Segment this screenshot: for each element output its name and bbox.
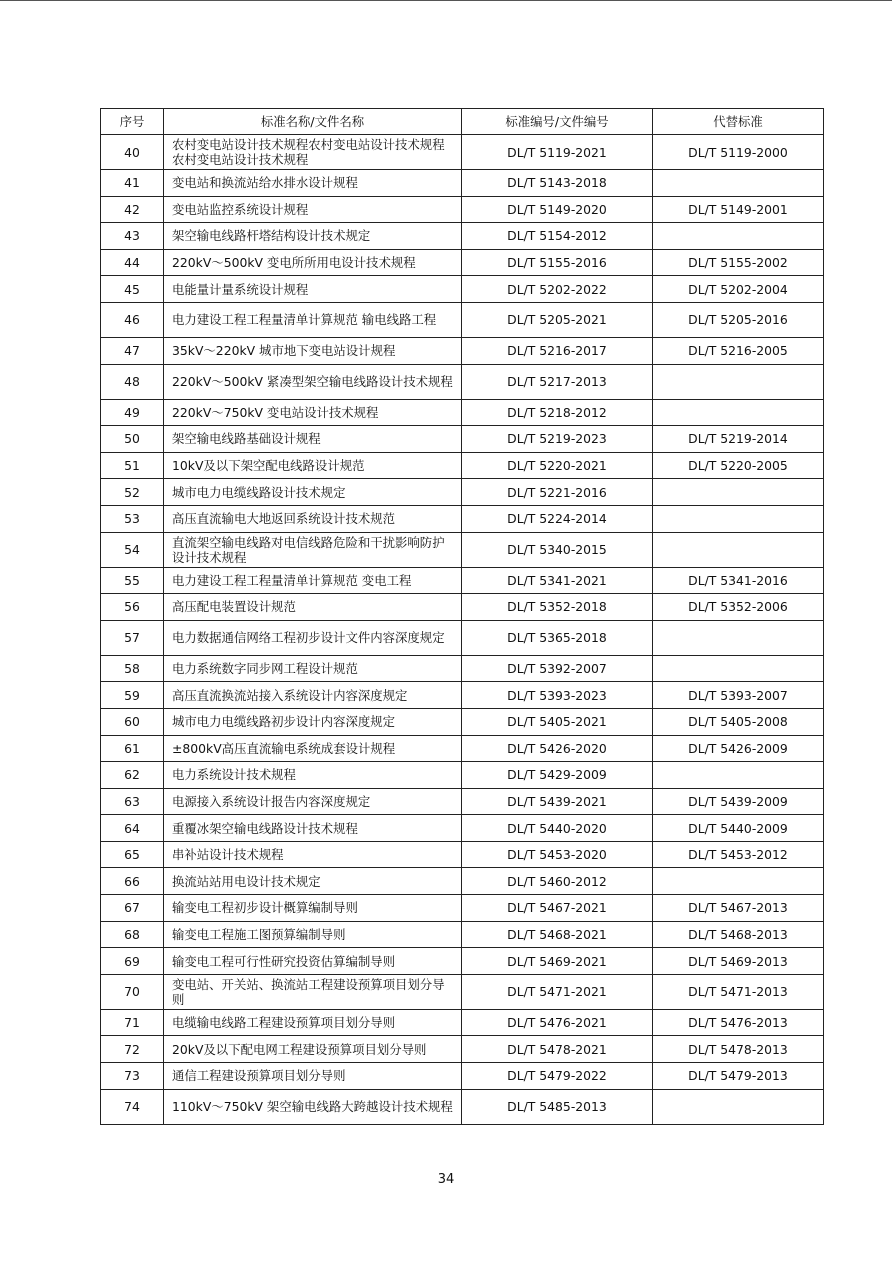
row-replaced-standard (653, 655, 824, 682)
row-serial-number: 71 (101, 1009, 164, 1036)
row-serial-number: 59 (101, 682, 164, 709)
table-row (101, 868, 824, 895)
header-serial-number: 序号 (101, 109, 164, 135)
header-standard-code: 标准编号/文件编号 (462, 109, 653, 135)
row-standard-code: DL/T 5405-2021 (462, 708, 653, 735)
table-row (101, 452, 824, 479)
row-replaced-standard: DL/T 5469-2013 (653, 948, 824, 975)
row-serial-number: 69 (101, 948, 164, 975)
row-standard-name: 串补站设计技术规程 (164, 841, 462, 868)
row-replaced-standard: DL/T 5352-2006 (653, 594, 824, 621)
table-row (101, 170, 824, 197)
row-replaced-standard (653, 170, 824, 197)
row-serial-number: 74 (101, 1089, 164, 1124)
table-row (101, 1036, 824, 1063)
row-standard-name: 电源接入系统设计报告内容深度规定 (164, 788, 462, 815)
table-row (101, 399, 824, 426)
table-row (101, 921, 824, 948)
row-standard-code: DL/T 5155-2016 (462, 249, 653, 276)
table-row (101, 532, 824, 567)
table-row (101, 364, 824, 399)
row-standard-name: 220kV～500kV 紧凑型架空输电线路设计技术规程 (164, 364, 462, 399)
row-replaced-standard: DL/T 5468-2013 (653, 921, 824, 948)
table-row (101, 815, 824, 842)
row-serial-number: 50 (101, 426, 164, 453)
row-serial-number: 54 (101, 532, 164, 567)
standards-table (100, 108, 824, 1125)
table-row (101, 426, 824, 453)
row-serial-number: 51 (101, 452, 164, 479)
row-standard-code: DL/T 5221-2016 (462, 479, 653, 506)
row-serial-number: 68 (101, 921, 164, 948)
row-standard-code: DL/T 5340-2015 (462, 532, 653, 567)
row-standard-name: 变电站、开关站、换流站工程建设预算项目划分导则 (164, 974, 462, 1009)
row-serial-number: 57 (101, 620, 164, 655)
row-standard-name: 电力系统设计技术规程 (164, 762, 462, 789)
table-header-row (101, 109, 824, 135)
row-replaced-standard (653, 479, 824, 506)
row-serial-number: 45 (101, 276, 164, 303)
table-row (101, 620, 824, 655)
row-serial-number: 70 (101, 974, 164, 1009)
row-replaced-standard: DL/T 5426-2009 (653, 735, 824, 762)
row-replaced-standard: DL/T 5155-2002 (653, 249, 824, 276)
row-standard-code: DL/T 5220-2021 (462, 452, 653, 479)
table-row (101, 567, 824, 594)
table-row (101, 1089, 824, 1124)
row-replaced-standard (653, 532, 824, 567)
row-replaced-standard (653, 223, 824, 250)
row-replaced-standard: DL/T 5478-2013 (653, 1036, 824, 1063)
table-row (101, 682, 824, 709)
row-replaced-standard: DL/T 5119-2000 (653, 135, 824, 170)
row-standard-name: 变电站和换流站给水排水设计规程 (164, 170, 462, 197)
row-serial-number: 47 (101, 337, 164, 364)
table-row (101, 276, 824, 303)
row-serial-number: 63 (101, 788, 164, 815)
row-standard-name: 输变电工程施工图预算编制导则 (164, 921, 462, 948)
row-replaced-standard (653, 505, 824, 532)
row-replaced-standard: DL/T 5453-2012 (653, 841, 824, 868)
row-serial-number: 43 (101, 223, 164, 250)
row-standard-name: 农村变电站设计技术规程农村变电站设计技术规程农村变电站设计技术规程 (164, 135, 462, 170)
table-row (101, 762, 824, 789)
row-standard-code: DL/T 5149-2020 (462, 196, 653, 223)
table-row (101, 974, 824, 1009)
row-replaced-standard: DL/T 5471-2013 (653, 974, 824, 1009)
row-replaced-standard: DL/T 5467-2013 (653, 895, 824, 922)
row-serial-number: 65 (101, 841, 164, 868)
row-serial-number: 41 (101, 170, 164, 197)
row-replaced-standard: DL/T 5149-2001 (653, 196, 824, 223)
row-serial-number: 67 (101, 895, 164, 922)
row-standard-name: 电力数据通信网络工程初步设计文件内容深度规定 (164, 620, 462, 655)
row-standard-code: DL/T 5218-2012 (462, 399, 653, 426)
row-standard-name: 高压配电装置设计规范 (164, 594, 462, 621)
table-row (101, 302, 824, 337)
table-row (101, 895, 824, 922)
row-standard-name: 电力系统数字同步网工程设计规范 (164, 655, 462, 682)
row-replaced-standard: DL/T 5479-2013 (653, 1063, 824, 1090)
row-standard-code: DL/T 5365-2018 (462, 620, 653, 655)
table-row (101, 841, 824, 868)
row-standard-name: 电力建设工程工程量清单计算规范 输电线路工程 (164, 302, 462, 337)
row-serial-number: 73 (101, 1063, 164, 1090)
table-row (101, 337, 824, 364)
row-replaced-standard: DL/T 5205-2016 (653, 302, 824, 337)
row-standard-code: DL/T 5202-2022 (462, 276, 653, 303)
row-standard-name: 变电站监控系统设计规程 (164, 196, 462, 223)
row-standard-name: 输变电工程初步设计概算编制导则 (164, 895, 462, 922)
row-standard-name: 高压直流输电大地返回系统设计技术规范 (164, 505, 462, 532)
row-replaced-standard: DL/T 5216-2005 (653, 337, 824, 364)
row-standard-code: DL/T 5119-2021 (462, 135, 653, 170)
row-standard-name: 架空输电线路基础设计规程 (164, 426, 462, 453)
row-replaced-standard (653, 1089, 824, 1124)
row-standard-name: 35kV～220kV 城市地下变电站设计规程 (164, 337, 462, 364)
table-row (101, 594, 824, 621)
table-row (101, 196, 824, 223)
row-replaced-standard (653, 620, 824, 655)
row-standard-name: 直流架空输电线路对电信线路危险和干扰影响防护设计技术规程 (164, 532, 462, 567)
row-standard-name: 高压直流换流站接入系统设计内容深度规定 (164, 682, 462, 709)
row-replaced-standard: DL/T 5440-2009 (653, 815, 824, 842)
table-row (101, 223, 824, 250)
row-serial-number: 60 (101, 708, 164, 735)
row-serial-number: 42 (101, 196, 164, 223)
row-standard-name: 10kV及以下架空配电线路设计规范 (164, 452, 462, 479)
row-serial-number: 52 (101, 479, 164, 506)
table-row (101, 249, 824, 276)
row-standard-name: 通信工程建设预算项目划分导则 (164, 1063, 462, 1090)
row-replaced-standard: DL/T 5220-2005 (653, 452, 824, 479)
row-standard-name: 重覆冰架空输电线路设计技术规程 (164, 815, 462, 842)
row-standard-code: DL/T 5393-2023 (462, 682, 653, 709)
table-row (101, 479, 824, 506)
table-row (101, 1063, 824, 1090)
row-standard-name: 110kV～750kV 架空输电线路大跨越设计技术规程 (164, 1089, 462, 1124)
row-serial-number: 66 (101, 868, 164, 895)
table-row (101, 735, 824, 762)
row-replaced-standard (653, 364, 824, 399)
row-standard-name: 换流站站用电设计技术规定 (164, 868, 462, 895)
row-serial-number: 61 (101, 735, 164, 762)
row-standard-name: 电能量计量系统设计规程 (164, 276, 462, 303)
table-body (101, 135, 824, 1125)
table-row (101, 135, 824, 170)
row-standard-code: DL/T 5440-2020 (462, 815, 653, 842)
row-standard-name: 城市电力电缆线路初步设计内容深度规定 (164, 708, 462, 735)
row-standard-name: 20kV及以下配电网工程建设预算项目划分导则 (164, 1036, 462, 1063)
row-standard-code: DL/T 5460-2012 (462, 868, 653, 895)
row-standard-code: DL/T 5392-2007 (462, 655, 653, 682)
row-serial-number: 55 (101, 567, 164, 594)
header-standard-name: 标准名称/文件名称 (164, 109, 462, 135)
row-standard-code: DL/T 5479-2022 (462, 1063, 653, 1090)
row-serial-number: 72 (101, 1036, 164, 1063)
row-serial-number: 44 (101, 249, 164, 276)
header-replaced-standard: 代替标准 (653, 109, 824, 135)
row-standard-name: 架空输电线路杆塔结构设计技术规定 (164, 223, 462, 250)
row-replaced-standard: DL/T 5341-2016 (653, 567, 824, 594)
row-replaced-standard (653, 399, 824, 426)
row-standard-code: DL/T 5469-2021 (462, 948, 653, 975)
row-replaced-standard: DL/T 5393-2007 (653, 682, 824, 709)
row-serial-number: 64 (101, 815, 164, 842)
row-standard-code: DL/T 5224-2014 (462, 505, 653, 532)
row-standard-code: DL/T 5216-2017 (462, 337, 653, 364)
row-standard-code: DL/T 5429-2009 (462, 762, 653, 789)
page-top-edge (0, 0, 892, 1)
row-standard-name: 220kV～500kV 变电所所用电设计技术规程 (164, 249, 462, 276)
page-number: 34 (437, 1172, 455, 1187)
table-row (101, 708, 824, 735)
row-standard-code: DL/T 5453-2020 (462, 841, 653, 868)
row-standard-code: DL/T 5143-2018 (462, 170, 653, 197)
row-standard-code: DL/T 5467-2021 (462, 895, 653, 922)
row-standard-code: DL/T 5352-2018 (462, 594, 653, 621)
row-replaced-standard: DL/T 5439-2009 (653, 788, 824, 815)
table-row (101, 505, 824, 532)
row-standard-code: DL/T 5476-2021 (462, 1009, 653, 1036)
row-standard-name: ±800kV高压直流输电系统成套设计规程 (164, 735, 462, 762)
row-standard-code: DL/T 5471-2021 (462, 974, 653, 1009)
row-standard-name: 电缆输电线路工程建设预算项目划分导则 (164, 1009, 462, 1036)
row-standard-code: DL/T 5468-2021 (462, 921, 653, 948)
row-standard-code: DL/T 5341-2021 (462, 567, 653, 594)
row-standard-code: DL/T 5485-2013 (462, 1089, 653, 1124)
row-replaced-standard: DL/T 5202-2004 (653, 276, 824, 303)
row-standard-name: 输变电工程可行性研究投资估算编制导则 (164, 948, 462, 975)
row-standard-code: DL/T 5478-2021 (462, 1036, 653, 1063)
row-standard-name: 电力建设工程工程量清单计算规范 变电工程 (164, 567, 462, 594)
table-row (101, 655, 824, 682)
row-standard-name: 220kV～750kV 变电站设计技术规程 (164, 399, 462, 426)
row-standard-code: DL/T 5154-2012 (462, 223, 653, 250)
row-standard-code: DL/T 5439-2021 (462, 788, 653, 815)
row-standard-code: DL/T 5426-2020 (462, 735, 653, 762)
row-serial-number: 56 (101, 594, 164, 621)
row-serial-number: 49 (101, 399, 164, 426)
row-standard-code: DL/T 5217-2013 (462, 364, 653, 399)
row-standard-code: DL/T 5205-2021 (462, 302, 653, 337)
table-row (101, 1009, 824, 1036)
row-serial-number: 48 (101, 364, 164, 399)
row-serial-number: 46 (101, 302, 164, 337)
row-serial-number: 62 (101, 762, 164, 789)
row-replaced-standard: DL/T 5476-2013 (653, 1009, 824, 1036)
row-serial-number: 53 (101, 505, 164, 532)
row-standard-code: DL/T 5219-2023 (462, 426, 653, 453)
row-replaced-standard: DL/T 5219-2014 (653, 426, 824, 453)
row-replaced-standard (653, 868, 824, 895)
row-replaced-standard (653, 762, 824, 789)
row-standard-name: 城市电力电缆线路设计技术规定 (164, 479, 462, 506)
table-row (101, 948, 824, 975)
table-row (101, 788, 824, 815)
row-serial-number: 40 (101, 135, 164, 170)
row-serial-number: 58 (101, 655, 164, 682)
row-replaced-standard: DL/T 5405-2008 (653, 708, 824, 735)
